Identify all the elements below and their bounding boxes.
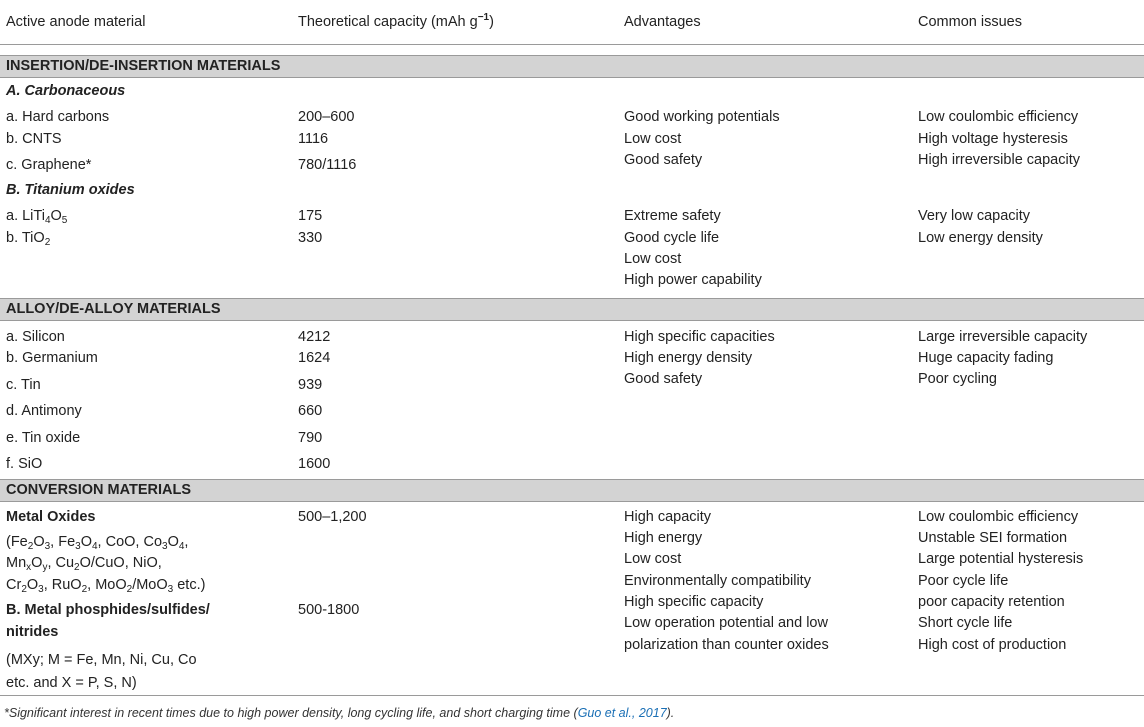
issue-item: Large irreversible capacity	[918, 329, 1088, 345]
material-name: b. TiO$_2$	[6, 230, 51, 248]
issue-item: High voltage hysteresis	[918, 131, 1068, 147]
capacity-value: 1116	[298, 131, 329, 147]
capacity-value: 4212	[298, 329, 331, 345]
metal-oxides-formula-line: $Cr_2O_3$, RuO$_2$, MoO$_2$/MoO$_3$ etc.)	[6, 577, 206, 595]
capacity-value: 1624	[298, 350, 331, 366]
metal-phosphides-formula-line: etc. and X = P, S, N)	[6, 675, 137, 691]
capacity-value: 175	[298, 208, 323, 224]
citation-link[interactable]: Guo et al., 2017	[577, 706, 667, 720]
issue-item: Low energy density	[918, 230, 1043, 246]
metal-phosphides-heading-cont: nitrides	[6, 624, 59, 640]
section-conversion: CONVERSION MATERIALS	[0, 479, 1144, 502]
advantage-item: High power capability	[624, 272, 762, 288]
material-name: e. Tin oxide	[6, 430, 81, 446]
metal-oxides-heading: Metal Oxides	[6, 509, 96, 525]
metal-phosphides-heading: B. Metal phosphides/sulfides/	[6, 602, 210, 618]
advantage-item: Low cost	[624, 551, 682, 567]
advantage-item: High energy density	[624, 350, 753, 366]
advantage-item: Extreme safety	[624, 208, 721, 224]
material-name: a. Silicon	[6, 329, 65, 345]
material-name: a. $LiTi_4O_5$	[6, 208, 68, 226]
advantage-item: Good cycle life	[624, 230, 720, 246]
header-theoretical-capacity: Theoretical capacity (mAh $g^{-1}$)	[298, 12, 494, 30]
subheading-carbonaceous: A. Carbonaceous	[6, 83, 126, 99]
advantage-item: High capacity	[624, 509, 712, 525]
header-active-anode-material: Active anode material	[6, 14, 146, 30]
header-rule	[0, 44, 1144, 45]
material-name: b. CNTS	[6, 131, 62, 147]
metal-oxides-formula-line: $Mn_xO_y$, $Cu_2O$/CuO, NiO,	[6, 555, 162, 573]
table-bottom-rule	[0, 695, 1144, 696]
issue-item: High cost of production	[918, 637, 1067, 653]
issue-item: poor capacity retention	[918, 594, 1065, 610]
footnote: *Significant interest in recent times due to high power density, long cycling life, and short charging time (Guo et al., 2017).	[4, 706, 675, 720]
capacity-value: 200–600	[298, 109, 355, 125]
material-name: f. SiO	[6, 456, 43, 472]
metal-oxides-formula-line: ($Fe_2O_3$, $Fe_3O_4$, CoO, $Co_3O_4$,	[6, 534, 189, 552]
advantage-item: Good working potentials	[624, 109, 780, 125]
issue-item: High irreversible capacity	[918, 152, 1080, 168]
capacity-value: 790	[298, 430, 323, 446]
issue-item: Very low capacity	[918, 208, 1031, 224]
issue-item: Huge capacity fading	[918, 350, 1054, 366]
capacity-value: 500–1,200	[298, 509, 367, 525]
capacity-value: 660	[298, 403, 323, 419]
header-common-issues: Common issues	[918, 14, 1022, 30]
section-alloy: ALLOY/DE-ALLOY MATERIALS	[0, 298, 1144, 321]
issue-item: Low coulombic efficiency	[918, 109, 1079, 125]
issue-item: Unstable SEI formation	[918, 530, 1068, 546]
subheading-titanium-oxides: B. Titanium oxides	[6, 182, 135, 198]
advantage-item: High specific capacity	[624, 594, 764, 610]
advantage-item: Environmentally compatibility	[624, 573, 811, 589]
section-insertion: INSERTION/DE-INSERTION MATERIALS	[0, 55, 1144, 78]
issue-item: Short cycle life	[918, 615, 1013, 631]
advantage-item: High energy	[624, 530, 703, 546]
issue-item: Poor cycle life	[918, 573, 1009, 589]
material-name: c. Tin	[6, 377, 41, 393]
advantage-item: polarization than counter oxides	[624, 637, 829, 653]
advantage-item: Good safety	[624, 371, 703, 387]
advantage-item: Low cost	[624, 251, 682, 267]
material-name: b. Germanium	[6, 350, 98, 366]
metal-phosphides-formula-line: (MXy; M = Fe, Mn, Ni, Cu, Co	[6, 652, 197, 668]
header-advantages: Advantages	[624, 14, 701, 30]
issue-item: Poor cycling	[918, 371, 997, 387]
advantage-item: Good safety	[624, 152, 703, 168]
capacity-value: 500-1800	[298, 602, 360, 618]
advantage-item: Low cost	[624, 131, 682, 147]
capacity-value: 780/1116	[298, 157, 357, 173]
material-name: c. Graphene*	[6, 157, 92, 173]
material-name: a. Hard carbons	[6, 109, 110, 125]
issue-item: Large potential hysteresis	[918, 551, 1084, 567]
capacity-value: 1600	[298, 456, 331, 472]
advantage-item: High specific capacities	[624, 329, 775, 345]
capacity-value: 939	[298, 377, 323, 393]
advantage-item: Low operation potential and low	[624, 615, 828, 631]
issue-item: Low coulombic efficiency	[918, 509, 1079, 525]
capacity-value: 330	[298, 230, 323, 246]
material-name: d. Antimony	[6, 403, 82, 419]
